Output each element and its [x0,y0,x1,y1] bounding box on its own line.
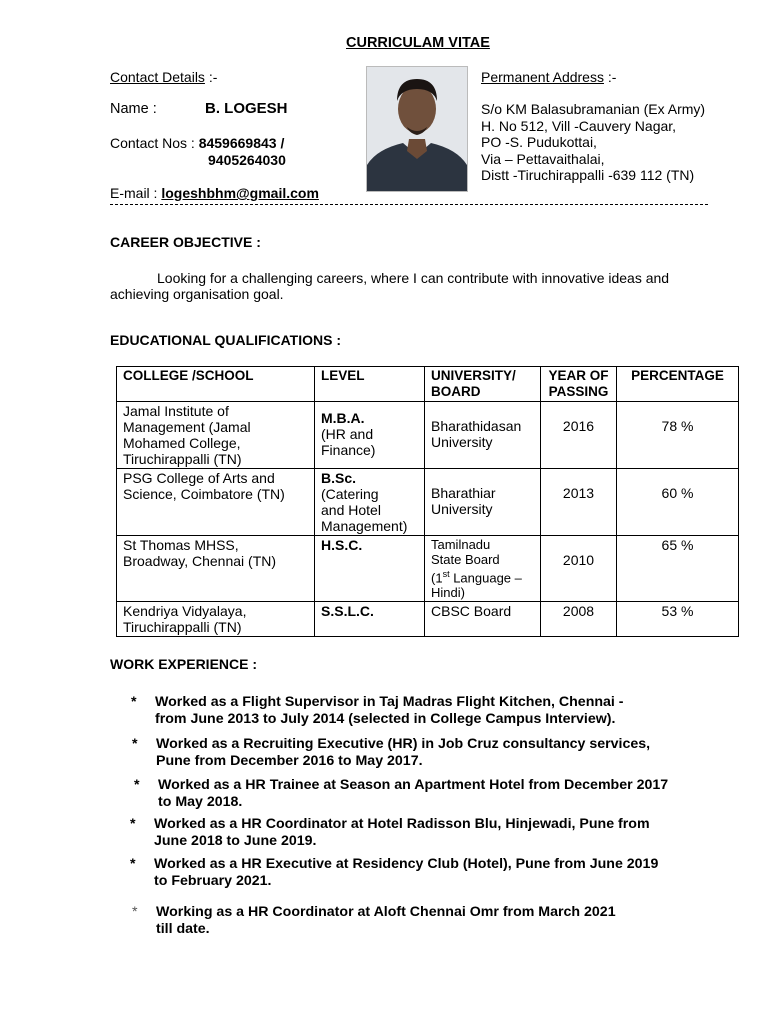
bullet-icon: * [132,736,138,752]
table-row [117,602,739,637]
board-line: University [431,434,493,450]
board-line: Tamilnadu [431,537,491,552]
column-header-college: COLLEGE /SCHOOL [117,367,315,402]
address-heading [481,69,616,85]
contact-heading-suffix: :- [204,69,218,85]
bullet-icon: * [130,816,136,832]
level-detail: Management) [321,518,408,534]
email-link[interactable]: logeshbhm@gmail.com [161,185,319,201]
phone-number-2: 9405264030 [208,152,286,168]
address-line: PO -S. Pudukottai, [481,134,597,150]
phone-number-1: 8459669843 / [198,135,285,151]
year-header-line: YEAR OF [548,368,609,383]
college-line: Management (Jamal [123,419,251,435]
document-title: CURRICULAM VITAE [346,35,490,51]
work-item-line: to February 2021. [154,873,272,889]
work-item-line: June 2018 to June 2019. [154,833,317,849]
level-name: H.S.C. [321,537,363,553]
phone-row [110,135,284,151]
work-item-line: Worked as a HR Executive at Residency Club (Hotel), Pune from June 2019 [154,856,659,872]
level-cell: S.S.L.C. [315,602,425,637]
column-header-percentage: PERCENTAGE [617,367,739,402]
percentage-cell: 65 % [617,536,739,602]
work-item-line: Worked as a HR Trainee at Season an Apartment Hotel from December 2017 [158,777,669,793]
phone-label: Contact Nos : [110,135,199,151]
year-cell: 2010 [541,536,617,602]
percentage-cell: 53 % [617,602,739,637]
email-label: E-mail : [110,185,162,201]
list-item [132,736,651,770]
email-row [110,185,319,201]
career-objective-heading: CAREER OBJECTIVE : [110,234,261,250]
name-label: Name : [110,101,157,117]
column-header-board [425,367,541,402]
list-item [131,694,624,728]
college-line: Kendriya Vidyalaya, [123,603,247,620]
bullet-icon: * [134,777,140,793]
list-item [130,816,650,850]
contact-heading [110,69,217,85]
college-cell [117,602,315,637]
work-item-line: Worked as a Recruiting Executive (HR) in Job Cruz consultancy services, [156,736,651,752]
work-item-line: Worked as a HR Coordinator at Hotel Radisson Blu, Hinjewadi, Pune from [154,816,650,832]
work-item-line: till date. [156,921,210,937]
college-line: Science, Coimbatore (TN) [123,486,285,502]
table-row [117,469,739,536]
board-note-line: Hindi) [431,585,465,601]
list-item [134,777,669,811]
table-row [117,536,739,602]
level-name: M.B.A. [321,410,365,426]
list-item [132,904,616,938]
bullet-icon: * [132,904,138,920]
college-cell [117,469,315,536]
address-line: H. No 512, Vill -Cauvery Nagar, [481,118,677,134]
board-line: Bharathiar [431,485,496,501]
contact-heading-text: Contact Details [110,69,205,85]
college-cell [117,402,315,469]
board-cell [425,469,541,536]
address-line: Via – Pettavaithalai, [481,151,605,167]
college-line: Mohamed College, [123,435,241,451]
college-line: Jamal Institute of [123,403,229,419]
level-detail: Finance) [321,442,376,458]
college-line: PSG College of Arts and [123,470,275,486]
section-divider [110,204,708,205]
board-line: State Board [431,552,500,567]
college-line: Broadway, Chennai (TN) [123,553,277,569]
bullet-icon: * [131,694,137,710]
percentage-cell: 78 % [617,402,739,469]
board-cell: CBSC Board [425,602,541,637]
career-objective-text: Looking for a challenging careers, where I can contribute with innovative ideas and [157,270,670,286]
work-item-line: Pune from December 2016 to May 2017. [156,753,423,769]
table-row [117,402,739,469]
profile-photo [366,66,468,192]
year-cell: 2013 [541,469,617,536]
college-line: St Thomas MHSS, [123,537,239,553]
board-header-line: BOARD [431,384,481,399]
work-item-line: Working as a HR Coordinator at Aloft Chennai Omr from March 2021 [156,904,616,920]
board-note-superscript: st [442,569,450,579]
board-note [431,567,534,585]
year-header-line: PASSING [548,384,609,399]
address-heading-text: Permanent Address [481,69,604,85]
bullet-icon: * [130,856,136,872]
board-cell [425,402,541,469]
table-header-row [117,367,739,402]
level-cell [315,402,425,469]
level-detail: (Catering [321,486,379,502]
work-item-line: Worked as a Flight Supervisor in Taj Madras Flight Kitchen, Chennai - [155,694,624,710]
career-objective-text-cont: achieving organisation goal. [110,286,284,302]
level-detail: (HR and [321,426,374,442]
level-name: B.Sc. [321,470,357,486]
work-experience-heading: WORK EXPERIENCE : [110,656,258,672]
person-photo-icon [367,67,467,191]
level-cell [315,536,425,602]
list-item [130,856,659,890]
college-cell [117,536,315,602]
board-header-line: UNIVERSITY/ [431,368,516,383]
board-note-part: (1 [431,570,443,586]
work-item-line: to May 2018. [158,794,243,810]
board-line: University [431,501,493,517]
level-cell [315,469,425,536]
column-header-level: LEVEL [315,367,425,402]
address-heading-suffix: :- [603,69,617,85]
education-table [116,366,739,637]
percentage-cell: 60 % [617,469,739,536]
candidate-name: B. LOGESH [205,100,288,117]
year-cell: 2016 [541,402,617,469]
level-detail: and Hotel [321,502,381,518]
year-cell: 2008 [541,602,617,637]
work-item-line: from June 2013 to July 2014 (selected in College Campus Interview). [155,711,616,727]
college-line: Tiruchirappalli (TN) [123,619,242,636]
board-cell [425,536,541,602]
education-heading: EDUCATIONAL QUALIFICATIONS : [110,332,341,348]
address-line: S/o KM Balasubramanian (Ex Army) [481,101,706,117]
column-header-year [541,367,617,402]
board-note-part: Language – [449,570,522,586]
college-line: Tiruchirappalli (TN) [123,451,242,467]
address-line: Distt -Tiruchirappalli -639 112 (TN) [481,167,695,183]
board-line: Bharathidasan [431,418,522,434]
